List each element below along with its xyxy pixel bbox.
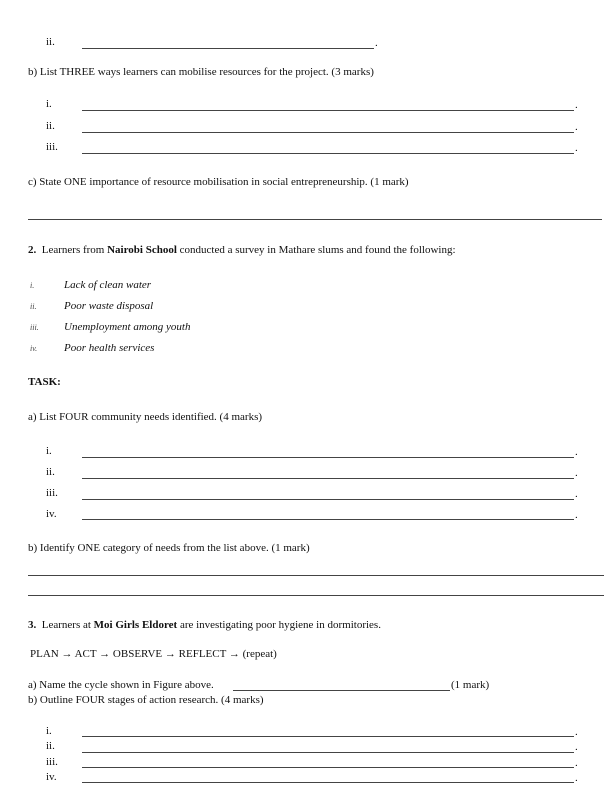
- answer-label: i.: [46, 98, 52, 110]
- answer-line[interactable]: [82, 153, 574, 154]
- line-end: .: [575, 488, 578, 500]
- question-3a: a) Name the cycle shown in Figure above.: [28, 679, 214, 691]
- answer-line-full[interactable]: [28, 219, 602, 220]
- line-end: .: [575, 446, 578, 458]
- question-2: [28, 244, 456, 256]
- answer-label: i.: [46, 725, 52, 737]
- answer-line[interactable]: [82, 752, 574, 753]
- line-end: .: [575, 772, 578, 784]
- line-end: .: [575, 741, 578, 753]
- question-3: [28, 619, 381, 631]
- answer-line[interactable]: [82, 499, 574, 500]
- question-2a: a) List FOUR community needs identified. (4 marks): [28, 411, 263, 423]
- answer-line[interactable]: [82, 110, 574, 111]
- answer-line-full[interactable]: [28, 575, 604, 576]
- answer-line[interactable]: [82, 736, 574, 737]
- question-3b: b) Outline FOUR stages of action research. (4 marks): [28, 694, 264, 706]
- line-end: .: [575, 121, 578, 133]
- question-text-post: are investigating poor hygiene in dormitories.: [177, 619, 381, 631]
- finding-item: i. Lack of clean water: [30, 279, 152, 291]
- line-end: .: [575, 99, 578, 111]
- action-research-cycle: PLAN → ACT → OBSERVE → REFLECT → (repeat): [30, 648, 277, 660]
- line-end: .: [575, 509, 578, 521]
- line-end: .: [575, 467, 578, 479]
- answer-line[interactable]: [82, 478, 574, 479]
- question-text-pre: Learners at: [41, 619, 94, 631]
- question-1b: b) List THREE ways learners can mobilise resources for the project. (3 marks): [28, 66, 374, 78]
- answer-label: iii.: [46, 756, 58, 768]
- answer-label: ii.: [46, 466, 55, 478]
- answer-label: iv.: [46, 508, 57, 520]
- question-1c: c) State ONE importance of resource mobilisation in social entrepreneurship. (1 mark): [28, 176, 409, 188]
- answer-line[interactable]: [82, 782, 574, 783]
- marks-label: (1 mark): [451, 679, 490, 691]
- answer-label: ii.: [46, 740, 55, 752]
- question-number: 3.: [28, 619, 37, 631]
- answer-line[interactable]: [82, 519, 574, 520]
- finding-item: iv. Poor health services: [30, 342, 155, 354]
- line-end: .: [575, 142, 578, 154]
- answer-line[interactable]: [82, 457, 574, 458]
- finding-item: ii. Poor waste disposal: [30, 300, 154, 312]
- answer-label: iv.: [46, 771, 57, 783]
- line-end: .: [375, 37, 378, 49]
- answer-label: i.: [46, 445, 52, 457]
- answer-label: iii.: [46, 141, 58, 153]
- answer-label: ii.: [46, 120, 55, 132]
- task-heading: TASK:: [28, 376, 61, 388]
- answer-label: ii.: [46, 36, 55, 48]
- school-name: Nairobi School: [107, 244, 177, 256]
- answer-line[interactable]: [82, 767, 574, 768]
- question-text-pre: Learners from: [41, 244, 108, 256]
- answer-line-inline[interactable]: [233, 690, 450, 691]
- question-number: 2.: [28, 244, 37, 256]
- answer-line[interactable]: [82, 132, 574, 133]
- answer-line[interactable]: [82, 48, 374, 49]
- line-end: .: [575, 757, 578, 769]
- question-text-post: conducted a survey in Mathare slums and found the following:: [176, 244, 456, 256]
- school-name: Moi Girls Eldoret: [93, 619, 178, 631]
- question-2b: b) Identify ONE category of needs from the list above. (1 mark): [28, 542, 310, 554]
- answer-line-full[interactable]: [28, 595, 604, 596]
- line-end: .: [575, 726, 578, 738]
- answer-label: iii.: [46, 487, 58, 499]
- finding-item: iii. Unemployment among youth: [30, 321, 191, 333]
